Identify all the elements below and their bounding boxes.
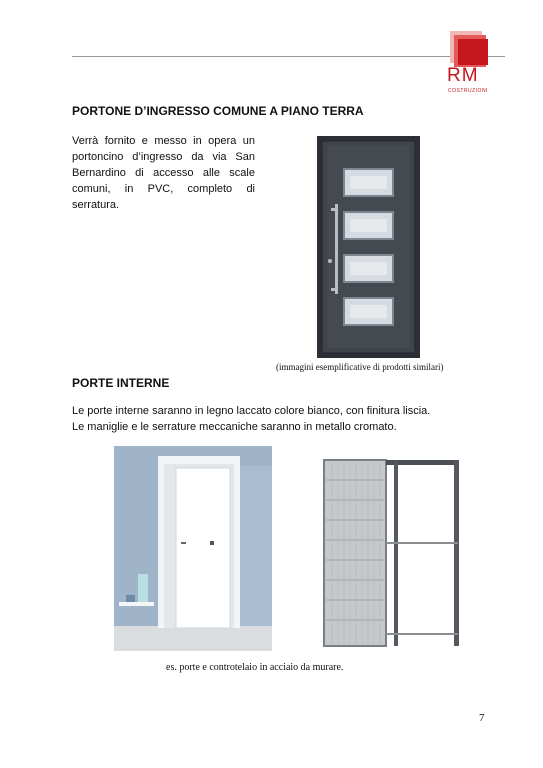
- section-title-interior-doors: PORTE INTERNE: [72, 376, 170, 390]
- section-title-entrance-door: PORTONE D’INGRESSO COMUNE A PIANO TERRA: [72, 104, 364, 118]
- logo-text: RM: [447, 65, 479, 86]
- interior-doors-line-1: Le porte interne saranno in legno laccato colore bianco, con finitura liscia.: [72, 405, 431, 417]
- page-number: 7: [479, 712, 485, 724]
- steel-counter-frame-image: [318, 458, 464, 648]
- logo-subtext: COSTRUZIONI: [448, 88, 488, 94]
- interior-doors-line-2: Le maniglie e le serrature meccaniche saranno in metallo cromato.: [72, 421, 397, 433]
- header-rule: [72, 56, 505, 57]
- interior-pocket-door-image: [114, 446, 272, 651]
- entrance-door-description: Verrà fornito e messo in opera un portoncino d’ingresso da via San Bernardino di accesso alle scale comuni, in PVC, completo di serratura.: [72, 135, 255, 211]
- entrance-door-caption: (immagini esemplificative di prodotti similari): [276, 362, 444, 372]
- interior-doors-description: [72, 403, 430, 435]
- company-logo: [446, 31, 490, 97]
- entrance-door-image: [317, 136, 420, 358]
- interior-doors-caption: es. porte e controtelaio in acciaio da murare.: [166, 662, 344, 673]
